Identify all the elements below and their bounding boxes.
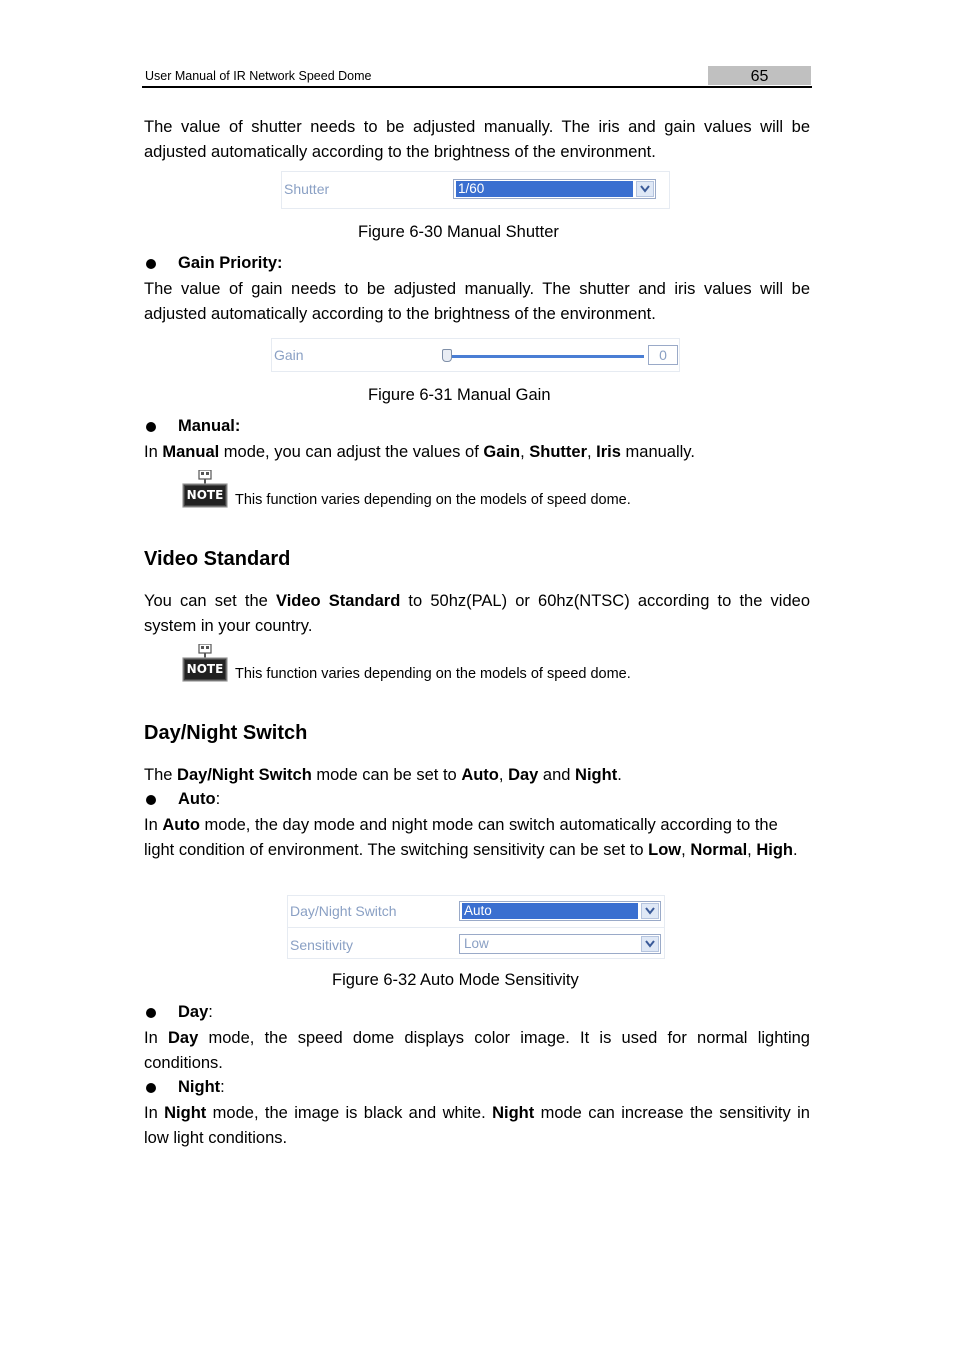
chevron-down-icon[interactable] [636,181,654,197]
chevron-down-icon[interactable] [641,903,659,919]
shutter-select[interactable] [453,179,656,199]
note-text: This function varies depending on the models of speed dome. [235,492,631,508]
chevron-down-icon[interactable] [641,936,659,952]
gain-figure [271,338,680,372]
figure-caption-shutter: Figure 6-30 Manual Shutter [358,223,559,241]
bullet-dot [146,795,156,805]
sensitivity-value: Low [464,936,489,951]
night-paragraph: In Night mode, the image is black and white. Night mode can increase the sensitivity in low light conditions. [144,1104,810,1147]
auto-paragraph: In Auto mode, the day mode and night mode can switch automatically according to the light condition of environment. The switching sensitivity can be set to Low, Normal, High. [144,816,798,859]
sensitivity-label: Sensitivity [290,937,354,953]
bullet-auto: Auto: [178,790,221,808]
row-divider [288,927,664,928]
bullet-dot [146,1008,156,1018]
note-icon-label: NOTE [186,488,224,502]
day-night-intro: The Day/Night Switch mode can be set to Auto, Day and Night. [144,766,622,784]
page-number: 65 [750,68,769,85]
day-paragraph: In Day mode, the speed dome displays color image. It is used for normal lighting conditions. [144,1029,810,1072]
day-night-switch-label: Day/Night Switch [290,903,397,919]
day-night-switch-select[interactable] [459,901,661,921]
note-icon [182,644,228,682]
gain-priority-paragraph: The value of gain needs to be adjusted manually. The shutter and iris values will be adjusted automatically according to the brightness of the environment. [144,280,810,323]
gain-slider-handle[interactable] [442,349,452,362]
shutter-label: Shutter [284,181,330,197]
note-text: This function varies depending on the models of speed dome. [235,666,631,682]
bullet-dot [146,1083,156,1093]
gain-label: Gain [274,347,304,363]
bullet-day: Day: [178,1003,213,1021]
bullet-dot [146,422,156,432]
shutter-figure [281,171,670,209]
header-title: User Manual of IR Network Speed Dome [145,69,372,83]
shutter-select-value: 1/60 [456,181,633,197]
shutter-intro-paragraph: The value of shutter needs to be adjusted manually. The iris and gain values will be adjusted automatically according to the brightness of the environment. [144,118,810,161]
bullet-dot [146,259,156,269]
heading-day-night-switch: Day/Night Switch [144,722,308,744]
bullet-night: Night: [178,1078,225,1096]
gain-slider-track[interactable] [444,355,644,358]
sensitivity-select[interactable] [459,934,661,954]
auto-mode-figure [287,895,665,959]
manual-paragraph: In Manual mode, you can adjust the values of Gain, Shutter, Iris manually. [144,443,695,461]
video-standard-paragraph: You can set the Video Standard to 50hz(PAL) or 60hz(NTSC) according to the video system in your country. [144,592,810,635]
figure-caption-gain: Figure 6-31 Manual Gain [368,386,551,404]
note-icon-label: NOTE [186,662,224,676]
figure-caption-auto: Figure 6-32 Auto Mode Sensitivity [332,971,579,989]
note-icon [182,470,228,508]
day-night-switch-value: Auto [462,903,638,919]
bullet-manual: Manual: [178,417,241,435]
bullet-gain-priority: Gain Priority: [178,254,283,272]
header-rule [142,86,812,88]
gain-value-field[interactable]: 0 [648,345,678,365]
heading-video-standard: Video Standard [144,548,291,570]
